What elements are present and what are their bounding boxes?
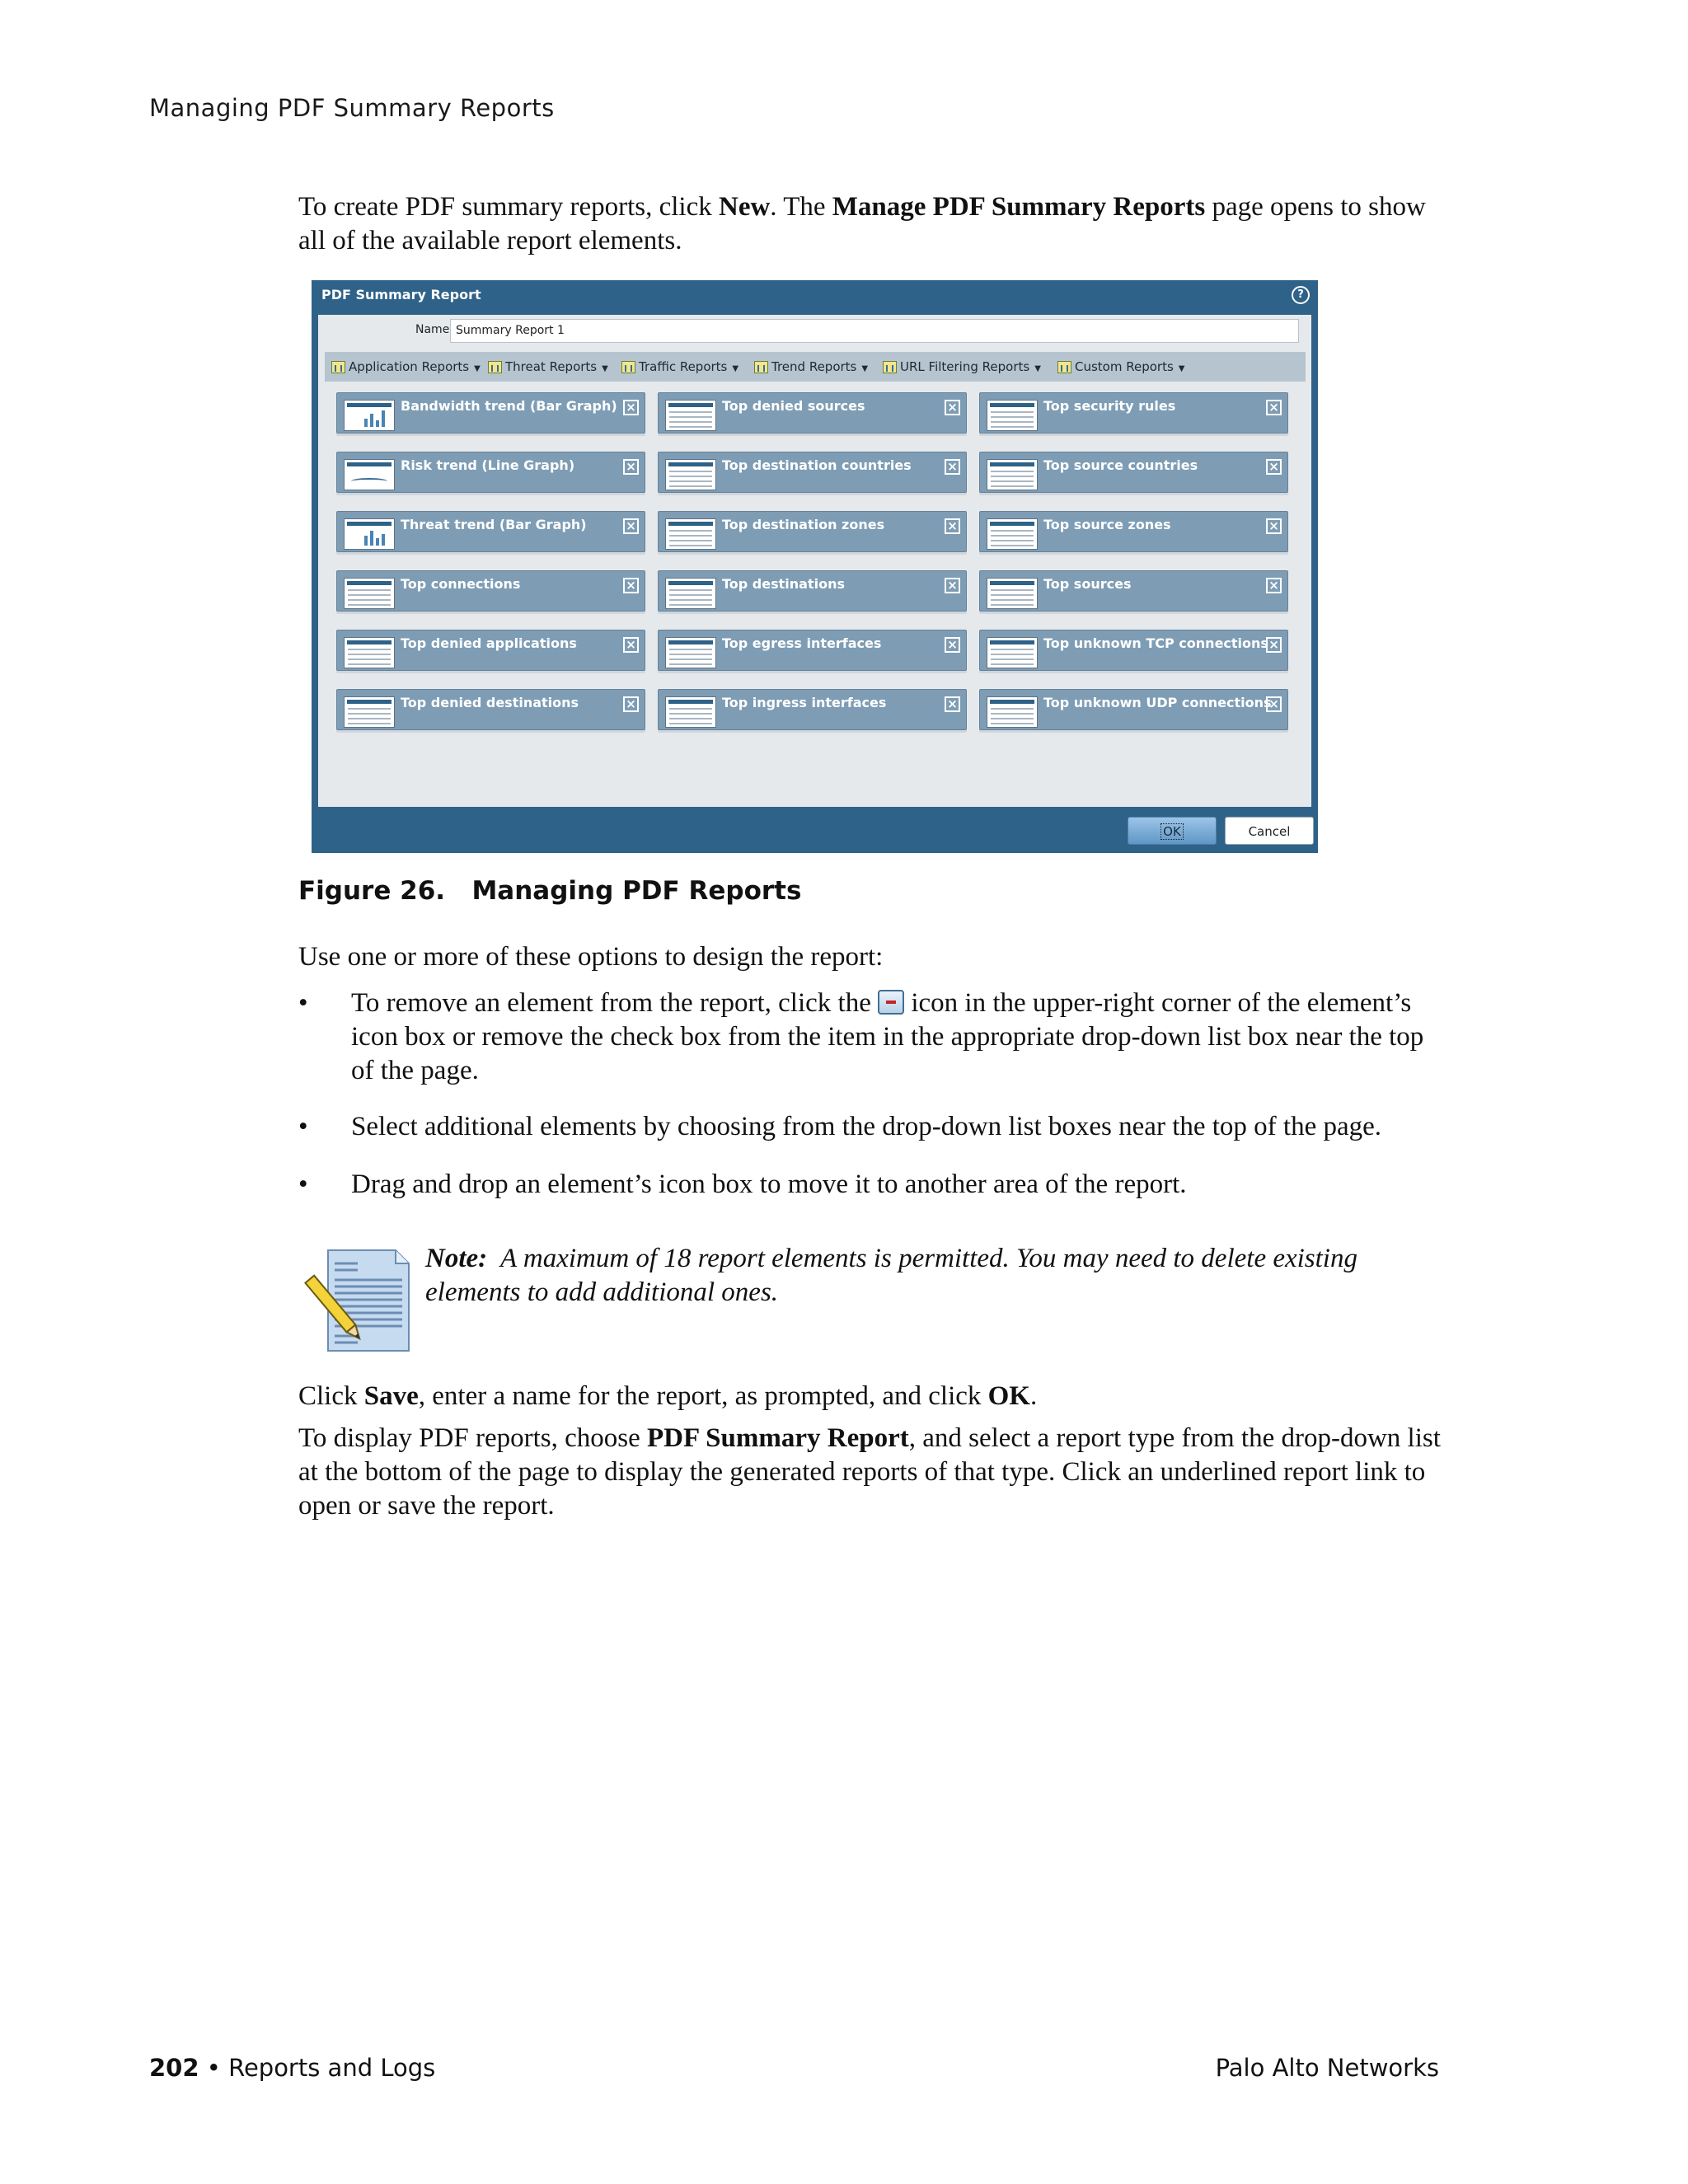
table-thumbnail: [987, 459, 1038, 490]
report-tile[interactable]: [979, 392, 1288, 434]
tile-label: Bandwidth trend (Bar Graph): [401, 398, 617, 414]
table-thumbnail: [665, 518, 716, 550]
table-thumbnail: [987, 400, 1038, 431]
bullet-remove-element: [351, 987, 1447, 1088]
chevron-down-icon: ▼: [861, 364, 869, 373]
close-icon[interactable]: ×: [1266, 400, 1282, 415]
menu-label: Threat Reports: [505, 359, 598, 374]
bullet-marker: •: [298, 1169, 308, 1199]
footer-section: Reports and Logs: [228, 2054, 436, 2082]
table-thumbnail: [344, 696, 395, 728]
display-text-2: , and select a report type from the drop-down list at the bottom of the page to display the generated reports of that type. Click an underlined report link to open or save the report.: [298, 1423, 1441, 1521]
cancel-button[interactable]: Cancel: [1225, 817, 1314, 845]
table-thumbnail: [665, 696, 716, 728]
table-thumbnail: [987, 637, 1038, 668]
name-input[interactable]: Summary Report 1: [450, 319, 1299, 343]
dialog-body: [318, 315, 1311, 807]
intro-bold-manage: Manage PDF Summary Reports: [832, 192, 1206, 222]
chevron-down-icon: ▼: [1034, 364, 1041, 373]
bar-graph-thumbnail: [344, 518, 395, 550]
chevron-down-icon: ▼: [474, 364, 481, 373]
ok-label: OK: [1160, 823, 1184, 840]
tile-label: Top denied sources: [722, 398, 865, 414]
intro-text-1: To create PDF summary reports, click: [298, 192, 719, 222]
close-icon[interactable]: ×: [945, 696, 960, 712]
tile-label: Top destinations: [722, 576, 845, 592]
tile-label: Top source countries: [1043, 457, 1198, 473]
close-icon[interactable]: ×: [945, 518, 960, 534]
line-graph-thumbnail: [344, 459, 395, 490]
tile-label: Top security rules: [1043, 398, 1176, 414]
display-bold-report: PDF Summary Report: [647, 1423, 909, 1453]
report-tile[interactable]: [336, 511, 645, 552]
tile-label: Top destination zones: [722, 517, 885, 532]
menu-custom-reports[interactable]: [1057, 359, 1184, 374]
report-chart-icon: [488, 361, 502, 373]
save-text-3: .: [1029, 1381, 1038, 1411]
bullet-text-pre: To remove an element from the report, click the: [351, 988, 879, 1018]
report-tile[interactable]: [658, 392, 967, 434]
tile-label: Top connections: [401, 576, 521, 592]
intro-text-3: page opens to show all of the available report elements.: [298, 192, 1426, 255]
running-header: Managing PDF Summary Reports: [149, 94, 555, 122]
chevron-down-icon: ▼: [732, 364, 739, 373]
table-thumbnail: [987, 696, 1038, 728]
footer-company: Palo Alto Networks: [1215, 2054, 1439, 2082]
report-chart-icon: [1057, 361, 1071, 373]
display-text-1: To display PDF reports, choose: [298, 1423, 647, 1453]
table-thumbnail: [665, 459, 716, 490]
close-icon[interactable]: ×: [945, 459, 960, 475]
bullet-marker: •: [298, 1112, 308, 1141]
report-chart-icon: [621, 361, 635, 373]
name-label: Name: [415, 323, 450, 336]
tile-label: Risk trend (Line Graph): [401, 457, 575, 473]
report-tile[interactable]: [979, 630, 1288, 671]
remove-icon: [878, 990, 904, 1015]
tile-label: Top denied destinations: [401, 695, 579, 710]
footer-left: [149, 2054, 435, 2082]
tile-label: Top unknown UDP connections: [1043, 695, 1272, 710]
report-tile[interactable]: [658, 452, 967, 493]
page-number: 202: [149, 2054, 199, 2082]
help-icon[interactable]: ?: [1292, 286, 1310, 304]
menu-label: Application Reports: [349, 359, 470, 374]
tile-label: Threat trend (Bar Graph): [401, 517, 587, 532]
chevron-down-icon: ▼: [1178, 364, 1185, 373]
table-thumbnail: [987, 578, 1038, 609]
report-tile[interactable]: [336, 630, 645, 671]
table-thumbnail: [987, 518, 1038, 550]
menu-label: URL Filtering Reports: [900, 359, 1030, 374]
pdf-summary-report-dialog: [312, 280, 1318, 853]
table-thumbnail: [344, 637, 395, 668]
report-chart-icon: [754, 361, 768, 373]
report-tile[interactable]: [336, 689, 645, 730]
report-tile[interactable]: [658, 570, 967, 612]
table-thumbnail: [665, 578, 716, 609]
bar-graph-thumbnail: [344, 400, 395, 431]
chevron-down-icon: ▼: [602, 364, 608, 373]
close-icon[interactable]: ×: [1266, 696, 1282, 712]
close-icon[interactable]: ×: [945, 400, 960, 415]
close-icon[interactable]: ×: [1266, 578, 1282, 593]
note-text: [425, 1242, 1373, 1310]
intro-bold-new: New: [718, 192, 771, 222]
report-tile[interactable]: [336, 570, 645, 612]
report-tile[interactable]: [979, 511, 1288, 552]
menu-trend-reports[interactable]: [754, 359, 868, 374]
save-paragraph: [298, 1380, 1444, 1413]
close-icon[interactable]: ×: [945, 637, 960, 653]
close-icon[interactable]: ×: [623, 518, 639, 534]
dialog-title: PDF Summary Report: [321, 287, 481, 302]
menu-label: Traffic Reports: [639, 359, 728, 374]
report-chart-icon: [883, 361, 897, 373]
menu-threat-reports[interactable]: [488, 359, 608, 374]
save-bold-save: Save: [363, 1381, 419, 1411]
table-thumbnail: [344, 578, 395, 609]
note-label: Note:: [425, 1244, 488, 1273]
bullet-select-elements: Select additional elements by choosing from the drop-down list boxes near the top of the page.: [351, 1112, 1382, 1141]
close-icon[interactable]: ×: [1266, 518, 1282, 534]
close-icon[interactable]: ×: [945, 578, 960, 593]
close-icon[interactable]: ×: [623, 696, 639, 712]
close-icon[interactable]: ×: [623, 637, 639, 653]
save-text-2: , enter a name for the report, as prompted, and click: [418, 1381, 988, 1411]
bullet-marker: •: [298, 988, 308, 1018]
tile-label: Top ingress interfaces: [722, 695, 887, 710]
table-thumbnail: [665, 637, 716, 668]
ok-button[interactable]: [1128, 817, 1217, 845]
bullet-text-post: icon in the upper-right corner of the element’s icon box or remove the check box from the item in the appropriate drop-down list box near the top of the page.: [351, 988, 1424, 1085]
menu-url-filtering-reports[interactable]: [883, 359, 1041, 374]
bullet-drag-drop: Drag and drop an element’s icon box to move it to another area of the report.: [351, 1169, 1187, 1199]
report-tile[interactable]: [979, 570, 1288, 612]
report-tile[interactable]: [336, 452, 645, 493]
options-intro: Use one or more of these options to design the report:: [298, 942, 884, 972]
note-body: A maximum of 18 report elements is permitted. You may need to delete existing elements to add additional ones.: [425, 1244, 1365, 1307]
tile-label: Top denied applications: [401, 635, 577, 651]
intro-text-2: . The: [770, 192, 832, 222]
footer-separator: •: [199, 2054, 229, 2082]
report-menu-bar: [325, 352, 1306, 382]
report-tile[interactable]: [336, 392, 645, 434]
close-icon[interactable]: ×: [623, 400, 639, 415]
table-thumbnail: [665, 400, 716, 431]
save-text-1: Click: [298, 1381, 364, 1411]
close-icon[interactable]: ×: [1266, 637, 1282, 653]
tile-label: Top destination countries: [722, 457, 912, 473]
note-icon: [298, 1240, 414, 1354]
report-chart-icon: [331, 361, 345, 373]
figure-caption: Figure 26. Managing PDF Reports: [298, 876, 802, 906]
save-bold-ok: OK: [987, 1381, 1030, 1411]
menu-traffic-reports[interactable]: [621, 359, 738, 374]
tile-label: Top source zones: [1043, 517, 1171, 532]
report-tile[interactable]: [658, 630, 967, 671]
intro-paragraph: [298, 190, 1444, 258]
menu-label: Custom Reports: [1075, 359, 1174, 374]
tile-label: Top egress interfaces: [722, 635, 882, 651]
report-tile[interactable]: [979, 689, 1288, 730]
display-paragraph: [298, 1422, 1444, 1523]
menu-application-reports[interactable]: [331, 359, 481, 374]
tile-label: Top sources: [1043, 576, 1132, 592]
close-icon[interactable]: ×: [623, 578, 639, 593]
report-tile[interactable]: [979, 452, 1288, 493]
report-tile[interactable]: [658, 511, 967, 552]
report-tile[interactable]: [658, 689, 967, 730]
menu-label: Trend Reports: [771, 359, 857, 374]
close-icon[interactable]: ×: [623, 459, 639, 475]
tile-label: Top unknown TCP connections: [1043, 635, 1268, 651]
close-icon[interactable]: ×: [1266, 459, 1282, 475]
